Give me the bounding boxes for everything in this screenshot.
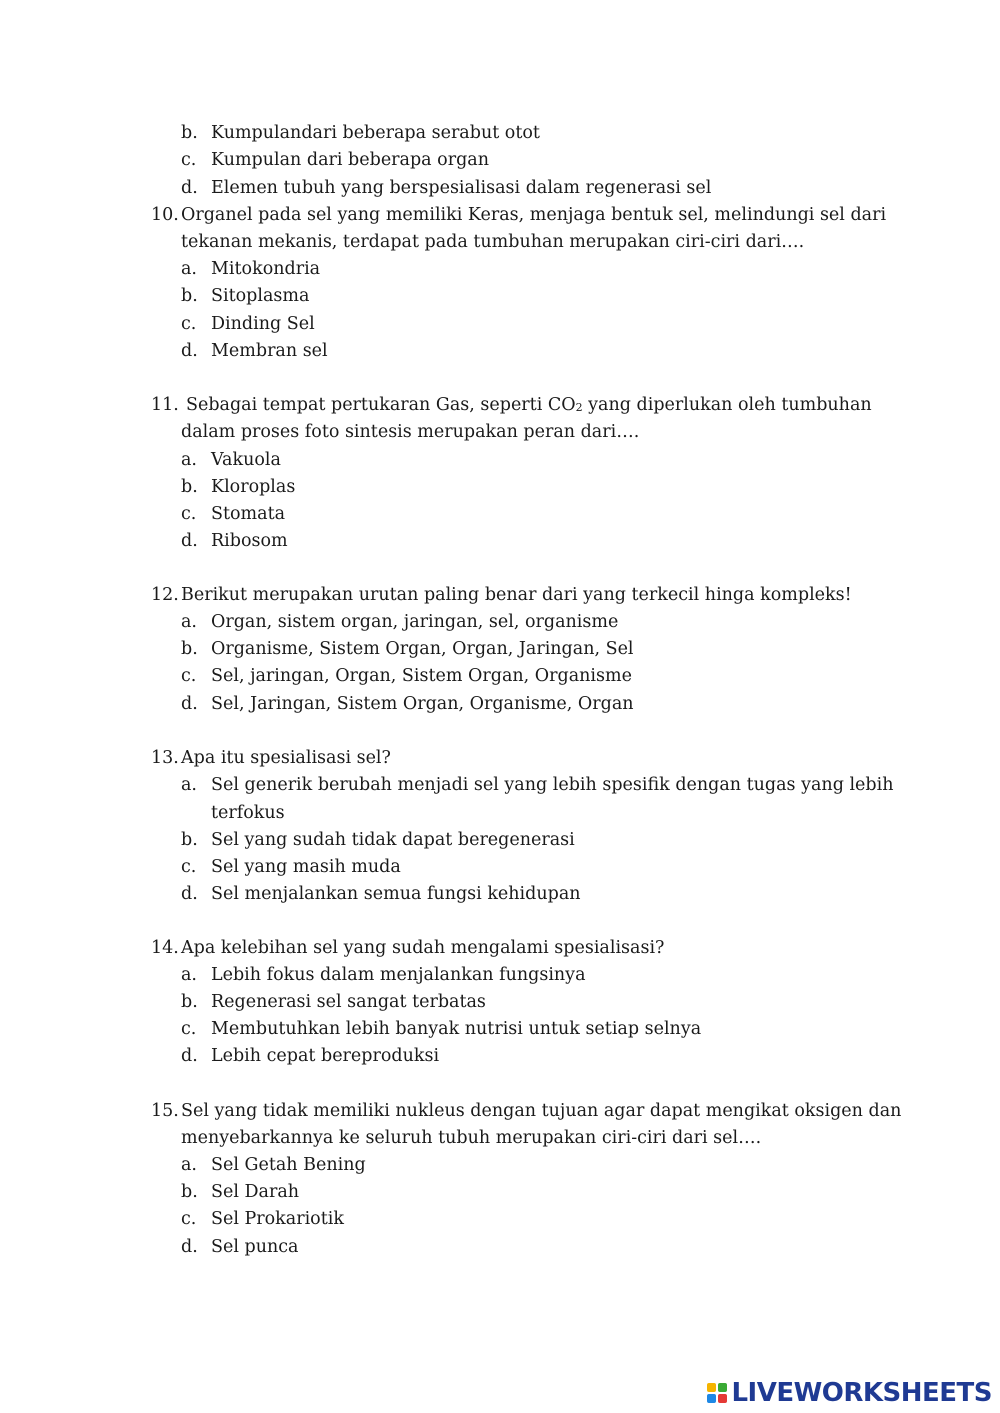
option-letter: d. [181, 1237, 198, 1257]
option-letter: a. [181, 1155, 197, 1175]
option-text: Sel Darah [211, 1182, 300, 1202]
question-text: Sebagai tempat pertukaran Gas, seperti $CO_2$ yang diperlukan oleh tumbuhan [186, 395, 872, 415]
option-text: Sel yang masih muda [211, 857, 401, 877]
option-text: Membutuhkan lebih banyak nutrisi untuk setiap selnya [211, 1019, 702, 1039]
option-letter: d. [181, 1046, 198, 1066]
option-letter: a. [181, 612, 197, 632]
option-letter: b. [181, 992, 198, 1012]
logo-square [718, 1394, 727, 1403]
option-text: Kumpulan dari beberapa organ [211, 150, 489, 170]
question-number: 13. [151, 748, 179, 768]
option-letter: a. [181, 965, 197, 985]
question-text: Berikut merupakan urutan paling benar dari yang terkecil hinga kompleks! [181, 585, 852, 605]
option-letter: c. [181, 1209, 197, 1229]
option-text: Kumpulandari beberapa serabut otot [211, 123, 540, 143]
logo-text: LIVEWORKSHEETS [731, 1378, 992, 1408]
option-text: Mitokondria [211, 259, 321, 279]
option-letter: d. [181, 694, 198, 714]
option-letter: b. [181, 639, 198, 659]
option-text: Sel, jaringan, Organ, Sistem Organ, Organisme [211, 666, 632, 686]
subscript: 2 [575, 401, 583, 414]
logo-square [718, 1383, 727, 1392]
option-text: Lebih fokus dalam menjalankan fungsinya [211, 965, 586, 985]
option-letter: d. [181, 178, 198, 198]
option-letter: c. [181, 666, 197, 686]
option-text: Dinding Sel [211, 314, 315, 334]
question-number: 11. [151, 395, 179, 415]
option-text: Sitoplasma [211, 286, 310, 306]
option-text: Elemen tubuh yang berspesialisasi dalam regenerasi sel [211, 178, 712, 198]
question-text: Apa itu spesialisasi sel? [181, 748, 391, 768]
logo-square [707, 1383, 716, 1392]
option-letter: b. [181, 830, 198, 850]
option-letter: a. [181, 259, 197, 279]
option-text: Organisme, Sistem Organ, Organ, Jaringan, Sel [211, 639, 634, 659]
option-text: Sel Getah Bening [211, 1155, 366, 1175]
option-text: Lebih cepat bereproduksi [211, 1046, 440, 1066]
question-number: 15. [151, 1101, 179, 1121]
option-text: Sel yang sudah tidak dapat beregenerasi [211, 830, 575, 850]
option-letter: d. [181, 531, 198, 551]
option-text: Membran sel [211, 341, 328, 361]
option-letter: a. [181, 450, 197, 470]
question-text: Organel pada sel yang memiliki Keras, menjaga bentuk sel, melindungi sel dari [181, 205, 887, 225]
liveworksheets-logo[interactable] [707, 1378, 992, 1408]
option-text: Kloroplas [211, 477, 296, 497]
question-text: Sel yang tidak memiliki nukleus dengan tujuan agar dapat mengikat oksigen dan [181, 1101, 902, 1121]
option-letter: c. [181, 150, 197, 170]
option-letter: b. [181, 1182, 198, 1202]
option-text: Sel, Jaringan, Sistem Organ, Organisme, Organ [211, 694, 634, 714]
question-text: dalam proses foto sintesis merupakan peran dari…. [181, 422, 640, 442]
question-number: 12. [151, 585, 179, 605]
option-text: terfokus [211, 803, 285, 823]
question-text: menyebarkannya ke seluruh tubuh merupakan ciri-ciri dari sel…. [181, 1128, 762, 1148]
option-letter: c. [181, 857, 197, 877]
option-letter: c. [181, 1019, 197, 1039]
option-letter: c. [181, 504, 197, 524]
option-text: Vakuola [211, 450, 281, 470]
option-letter: b. [181, 123, 198, 143]
option-text: Ribosom [211, 531, 288, 551]
question-text: tekanan mekanis, terdapat pada tumbuhan merupakan ciri-ciri dari…. [181, 232, 805, 252]
option-letter: b. [181, 286, 198, 306]
question-number: 10. [151, 205, 179, 225]
option-text: Stomata [211, 504, 286, 524]
question-text: Apa kelebihan sel yang sudah mengalami spesialisasi? [181, 938, 665, 958]
logo-square [707, 1394, 716, 1403]
option-text: Sel generik berubah menjadi sel yang lebih spesifik dengan tugas yang lebih [211, 775, 894, 795]
option-text: Sel punca [211, 1237, 299, 1257]
option-text: Sel Prokariotik [211, 1209, 344, 1229]
option-letter: d. [181, 884, 198, 904]
option-text: Regenerasi sel sangat terbatas [211, 992, 486, 1012]
option-letter: a. [181, 775, 197, 795]
option-letter: c. [181, 314, 197, 334]
option-text: Organ, sistem organ, jaringan, sel, organisme [211, 612, 619, 632]
option-letter: d. [181, 341, 198, 361]
option-letter: b. [181, 477, 198, 497]
option-text: Sel menjalankan semua fungsi kehidupan [211, 884, 581, 904]
question-number: 14. [151, 938, 179, 958]
liveworksheets-logo-icon [707, 1383, 727, 1403]
